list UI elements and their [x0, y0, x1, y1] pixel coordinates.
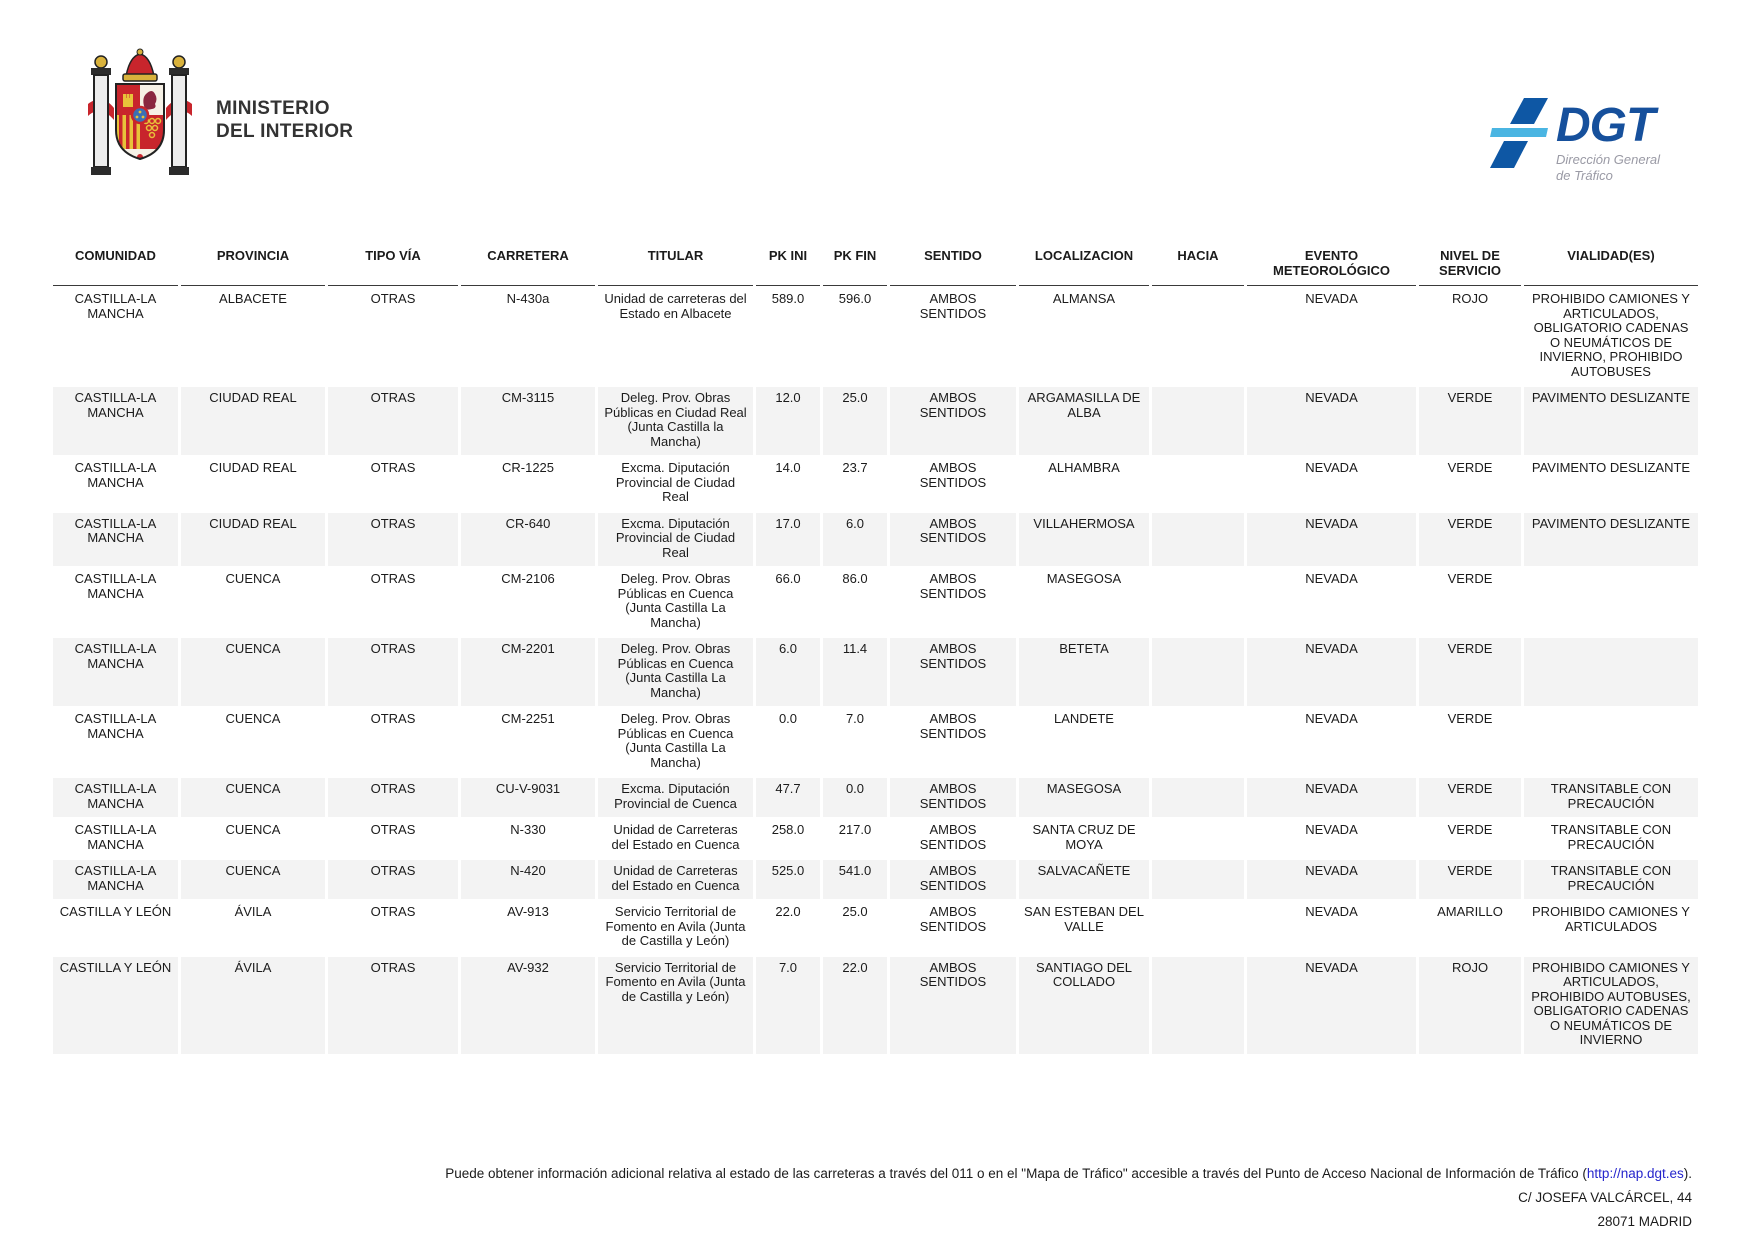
- column-header-provincia: PROVINCIA: [181, 246, 325, 286]
- cell-hacia: [1152, 819, 1244, 858]
- cell-carretera: CU-V-9031: [461, 778, 595, 817]
- cell-pk_ini: 0.0: [778, 711, 798, 726]
- cell-sentido: AMBOS SENTIDOS: [890, 778, 1016, 817]
- table-row: [53, 819, 1698, 858]
- cell-titular: Deleg. Prov. Obras Públicas en Cuenca (Junta Castilla La Mancha): [617, 711, 734, 770]
- cell-sentido: AMBOS SENTIDOS: [890, 387, 1016, 455]
- cell-hacia: [1152, 513, 1244, 567]
- cell-provincia: CIUDAD REAL: [181, 387, 325, 455]
- nap-dgt-link[interactable]: http://nap.dgt.es: [1586, 1166, 1684, 1181]
- cell-pk_fin: 86.0: [842, 571, 868, 586]
- cell-nivel: ROJO: [1451, 291, 1489, 306]
- ministry-name-line2: DEL INTERIOR: [216, 121, 354, 142]
- cell-vialidad: TRANSITABLE CON PRECAUCIÓN: [1524, 860, 1698, 899]
- cell-comunidad: CASTILLA-LA MANCHA: [53, 387, 178, 455]
- cell-localizacion: MASEGOSA: [1046, 571, 1122, 586]
- cell-evento: NEVADA: [1305, 291, 1358, 306]
- cell-provincia: CUENCA: [225, 822, 281, 837]
- spain-coat-of-arms-icon: [88, 46, 192, 188]
- cell-carretera: CM-2106: [501, 571, 555, 586]
- table-row: [53, 708, 1698, 776]
- cell-comunidad: CASTILLA-LA MANCHA: [74, 822, 157, 852]
- cell-pk_ini: 12.0: [756, 387, 820, 455]
- cell-localizacion: LANDETE: [1054, 711, 1114, 726]
- cell-nivel: VERDE: [1447, 711, 1493, 726]
- cell-sentido: AMBOS SENTIDOS: [919, 460, 987, 490]
- cell-tipo_via: OTRAS: [370, 822, 416, 837]
- cell-nivel: AMARILLO: [1437, 904, 1503, 919]
- cell-titular: Unidad de carreteras del Estado en Albacete: [604, 291, 747, 321]
- footer-address-city: 28071 MADRID: [1597, 1214, 1692, 1229]
- cell-carretera: AV-913: [507, 904, 549, 919]
- column-header-comunidad: COMUNIDAD: [53, 246, 178, 286]
- cell-comunidad: CASTILLA Y LEÓN: [53, 957, 178, 1054]
- cell-evento: NEVADA: [1305, 571, 1358, 586]
- dgt-acronym: DGT: [1556, 99, 1655, 152]
- cell-hacia: [1152, 288, 1244, 385]
- cell-nivel: VERDE: [1419, 387, 1521, 455]
- cell-sentido: AMBOS SENTIDOS: [919, 571, 987, 601]
- cell-localizacion: BETETA: [1019, 638, 1149, 706]
- cell-vialidad: PROHIBIDO CAMIONES Y ARTICULADOS, PROHIBIDO AUTOBUSES, OBLIGATORIO CADENAS O NEUMÁTICOS DE INVIERNO: [1524, 957, 1698, 1054]
- cell-comunidad: CASTILLA-LA MANCHA: [74, 571, 157, 601]
- cell-carretera: CR-640: [461, 513, 595, 567]
- cell-localizacion: VILLAHERMOSA: [1019, 513, 1149, 567]
- cell-nivel: VERDE: [1419, 513, 1521, 567]
- table-header-row: [53, 246, 1698, 286]
- cell-pk_ini: 6.0: [756, 638, 820, 706]
- cell-sentido: AMBOS SENTIDOS: [919, 904, 987, 934]
- cell-sentido: AMBOS SENTIDOS: [890, 513, 1016, 567]
- footer-info-line: [200, 1162, 1692, 1186]
- cell-titular: Excma. Diputación Provincial de Ciudad Real: [598, 513, 753, 567]
- dgt-road-icon: [1488, 96, 1550, 174]
- cell-comunidad: CASTILLA-LA MANCHA: [53, 638, 178, 706]
- ministry-logo: [88, 46, 192, 193]
- cell-pk_fin: 23.7: [842, 460, 868, 475]
- cell-pk_ini: 47.7: [756, 778, 820, 817]
- cell-localizacion: ALHAMBRA: [1048, 460, 1120, 475]
- table-row: [53, 957, 1698, 1054]
- cell-nivel: ROJO: [1419, 957, 1521, 1054]
- table-header: [53, 246, 1698, 286]
- table-row: [53, 288, 1698, 385]
- cell-provincia: ÁVILA: [234, 904, 272, 919]
- table-row: [53, 513, 1698, 567]
- cell-pk_fin: 25.0: [842, 904, 868, 919]
- table-row: [53, 568, 1698, 636]
- road-conditions-table: [50, 244, 1701, 1056]
- dgt-subtitle: [1556, 152, 1660, 184]
- cell-carretera: CR-1225: [501, 460, 555, 475]
- cell-pk_fin: 217.0: [838, 822, 872, 837]
- cell-nivel: VERDE: [1419, 860, 1521, 899]
- cell-comunidad: CASTILLA Y LEÓN: [59, 904, 172, 919]
- cell-provincia: CUENCA: [181, 860, 325, 899]
- cell-provincia: ALBACETE: [219, 291, 287, 306]
- cell-vialidad: [1524, 708, 1698, 776]
- table-row: [53, 457, 1698, 511]
- cell-carretera: CM-2201: [461, 638, 595, 706]
- cell-evento: NEVADA: [1305, 460, 1358, 475]
- cell-comunidad: CASTILLA-LA MANCHA: [74, 711, 157, 741]
- cell-carretera: CM-2251: [501, 711, 555, 726]
- cell-evento: NEVADA: [1305, 904, 1358, 919]
- cell-comunidad: CASTILLA-LA MANCHA: [53, 513, 178, 567]
- cell-evento: NEVADA: [1247, 778, 1416, 817]
- page-footer: [200, 1162, 1692, 1234]
- cell-pk_fin: 7.0: [845, 711, 865, 726]
- cell-sentido: AMBOS SENTIDOS: [919, 711, 987, 741]
- cell-vialidad: PAVIMENTO DESLIZANTE: [1531, 460, 1691, 475]
- cell-pk_fin: 0.0: [823, 778, 887, 817]
- cell-localizacion: ALMANSA: [1052, 291, 1116, 306]
- cell-nivel: VERDE: [1447, 460, 1493, 475]
- cell-evento: NEVADA: [1247, 957, 1416, 1054]
- cell-pk_ini: 7.0: [756, 957, 820, 1054]
- column-header-evento: EVENTO METEOROLÓGICO: [1247, 246, 1416, 286]
- cell-evento: NEVADA: [1247, 387, 1416, 455]
- column-header-nivel: NIVEL DE SERVICIO: [1419, 246, 1521, 286]
- cell-comunidad: CASTILLA-LA MANCHA: [53, 778, 178, 817]
- ministry-name-line1: MINISTERIO: [216, 98, 330, 119]
- cell-hacia: [1152, 568, 1244, 636]
- cell-pk_fin: 6.0: [823, 513, 887, 567]
- cell-localizacion: SANTA CRUZ DE MOYA: [1032, 822, 1136, 852]
- column-header-vialidad: VIALIDAD(ES): [1524, 246, 1698, 286]
- cell-titular: Unidad de Carreteras del Estado en Cuenca: [598, 860, 753, 899]
- cell-pk_ini: 589.0: [771, 291, 805, 306]
- column-header-sentido: SENTIDO: [890, 246, 1016, 286]
- cell-localizacion: SAN ESTEBAN DEL VALLE: [1024, 904, 1144, 934]
- cell-sentido: AMBOS SENTIDOS: [919, 822, 987, 852]
- cell-vialidad: PAVIMENTO DESLIZANTE: [1524, 513, 1698, 567]
- cell-carretera: AV-932: [461, 957, 595, 1054]
- cell-hacia: [1152, 387, 1244, 455]
- cell-titular: Deleg. Prov. Obras Públicas en Ciudad Real (Junta Castilla la Mancha): [598, 387, 753, 455]
- cell-nivel: VERDE: [1447, 571, 1493, 586]
- cell-tipo_via: OTRAS: [370, 904, 416, 919]
- cell-pk_ini: 14.0: [775, 460, 801, 475]
- column-header-localizacion: LOCALIZACION: [1019, 246, 1149, 286]
- cell-sentido: AMBOS SENTIDOS: [890, 957, 1016, 1054]
- cell-pk_fin: 596.0: [838, 291, 872, 306]
- cell-provincia: CUENCA: [181, 778, 325, 817]
- cell-tipo_via: OTRAS: [328, 387, 458, 455]
- cell-pk_ini: 17.0: [756, 513, 820, 567]
- dgt-text-block: [1556, 96, 1660, 184]
- cell-sentido: AMBOS SENTIDOS: [890, 638, 1016, 706]
- cell-localizacion: ARGAMASILLA DE ALBA: [1019, 387, 1149, 455]
- cell-provincia: CIUDAD REAL: [209, 460, 297, 475]
- table-row: [53, 778, 1698, 817]
- cell-localizacion: SANTIAGO DEL COLLADO: [1019, 957, 1149, 1054]
- dgt-subtitle-line2: de Tráfico: [1556, 168, 1613, 183]
- cell-hacia: [1152, 457, 1244, 511]
- column-header-pk_ini: PK INI: [756, 246, 820, 286]
- column-header-carretera: CARRETERA: [461, 246, 595, 286]
- cell-titular: Excma. Diputación Provincial de Ciudad Real: [615, 460, 736, 504]
- cell-comunidad: CASTILLA-LA MANCHA: [74, 460, 157, 490]
- cell-evento: NEVADA: [1247, 513, 1416, 567]
- footer-info-before-link: Puede obtener información adicional relativa al estado de las carreteras a través del 011 o en el "Mapa de Tráfico" accesible a través del Punto de Acceso Nacional de Información de Tráfico (: [445, 1166, 1587, 1181]
- cell-carretera: N-330: [510, 822, 546, 837]
- column-header-titular: TITULAR: [598, 246, 753, 286]
- cell-carretera: N-420: [461, 860, 595, 899]
- column-header-hacia: HACIA: [1152, 246, 1244, 286]
- cell-vialidad: TRANSITABLE CON PRECAUCIÓN: [1524, 778, 1698, 817]
- cell-pk_ini: 22.0: [775, 904, 801, 919]
- cell-nivel: VERDE: [1447, 822, 1493, 837]
- table-row: [53, 860, 1698, 899]
- cell-pk_ini: 258.0: [771, 822, 805, 837]
- cell-vialidad: [1524, 638, 1698, 706]
- cell-provincia: CUENCA: [181, 638, 325, 706]
- cell-titular: Excma. Diputación Provincial de Cuenca: [598, 778, 753, 817]
- cell-carretera: N-430a: [506, 291, 550, 306]
- cell-evento: NEVADA: [1305, 822, 1358, 837]
- cell-hacia: [1152, 778, 1244, 817]
- cell-provincia: CUENCA: [225, 711, 281, 726]
- column-header-tipo_via: TIPO VÍA: [328, 246, 458, 286]
- cell-pk_ini: 525.0: [756, 860, 820, 899]
- cell-tipo_via: OTRAS: [328, 638, 458, 706]
- footer-info-after-link: ).: [1683, 1166, 1692, 1181]
- cell-vialidad: [1524, 568, 1698, 636]
- cell-vialidad: PROHIBIDO CAMIONES Y ARTICULADOS, OBLIGATORIO CADENAS O NEUMÁTICOS DE INVIERNO, PROHIBIDO AUTOBUSES: [1532, 291, 1690, 379]
- cell-evento: NEVADA: [1247, 860, 1416, 899]
- cell-sentido: AMBOS SENTIDOS: [890, 860, 1016, 899]
- cell-hacia: [1152, 957, 1244, 1054]
- cell-vialidad: PAVIMENTO DESLIZANTE: [1524, 387, 1698, 455]
- cell-sentido: AMBOS SENTIDOS: [919, 291, 987, 321]
- cell-titular: Servicio Territorial de Fomento en Avila (Junta de Castilla y León): [598, 957, 753, 1054]
- cell-titular: Deleg. Prov. Obras Públicas en Cuenca (Junta Castilla La Mancha): [617, 571, 734, 630]
- cell-tipo_via: OTRAS: [328, 778, 458, 817]
- table-row: [53, 638, 1698, 706]
- cell-provincia: ÁVILA: [181, 957, 325, 1054]
- cell-tipo_via: OTRAS: [328, 860, 458, 899]
- cell-evento: NEVADA: [1305, 711, 1358, 726]
- cell-nivel: VERDE: [1419, 778, 1521, 817]
- table-row: [53, 387, 1698, 455]
- cell-tipo_via: OTRAS: [328, 513, 458, 567]
- column-header-pk_fin: PK FIN: [823, 246, 887, 286]
- footer-address-street: C/ JOSEFA VALCÁRCEL, 44: [1518, 1190, 1692, 1205]
- cell-evento: NEVADA: [1247, 638, 1416, 706]
- cell-tipo_via: OTRAS: [370, 291, 416, 306]
- cell-tipo_via: OTRAS: [370, 711, 416, 726]
- cell-hacia: [1152, 708, 1244, 776]
- cell-carretera: CM-3115: [461, 387, 595, 455]
- table-body: [53, 288, 1698, 1054]
- cell-pk_fin: 22.0: [823, 957, 887, 1054]
- cell-hacia: [1152, 860, 1244, 899]
- cell-provincia: CUENCA: [225, 571, 281, 586]
- cell-vialidad: TRANSITABLE CON PRECAUCIÓN: [1550, 822, 1672, 852]
- table-row: [53, 901, 1698, 955]
- cell-localizacion: MASEGOSA: [1019, 778, 1149, 817]
- dgt-logo: [1488, 96, 1660, 184]
- cell-comunidad: CASTILLA-LA MANCHA: [53, 860, 178, 899]
- cell-localizacion: SALVACAÑETE: [1019, 860, 1149, 899]
- cell-provincia: CIUDAD REAL: [181, 513, 325, 567]
- cell-pk_ini: 66.0: [775, 571, 801, 586]
- cell-pk_fin: 25.0: [823, 387, 887, 455]
- cell-tipo_via: OTRAS: [328, 957, 458, 1054]
- cell-tipo_via: OTRAS: [370, 571, 416, 586]
- cell-pk_fin: 541.0: [823, 860, 887, 899]
- cell-vialidad: PROHIBIDO CAMIONES Y ARTICULADOS: [1532, 904, 1690, 934]
- cell-hacia: [1152, 638, 1244, 706]
- cell-titular: Servicio Territorial de Fomento en Avila (Junta de Castilla y León): [605, 904, 746, 948]
- cell-comunidad: CASTILLA-LA MANCHA: [74, 291, 157, 321]
- cell-titular: Unidad de Carreteras del Estado en Cuenca: [611, 822, 740, 852]
- cell-tipo_via: OTRAS: [370, 460, 416, 475]
- cell-titular: Deleg. Prov. Obras Públicas en Cuenca (Junta Castilla La Mancha): [598, 638, 753, 706]
- dgt-subtitle-line1: Dirección General: [1556, 152, 1661, 167]
- cell-nivel: VERDE: [1419, 638, 1521, 706]
- cell-pk_fin: 11.4: [823, 638, 887, 706]
- cell-hacia: [1152, 901, 1244, 955]
- ministry-name: [216, 97, 353, 143]
